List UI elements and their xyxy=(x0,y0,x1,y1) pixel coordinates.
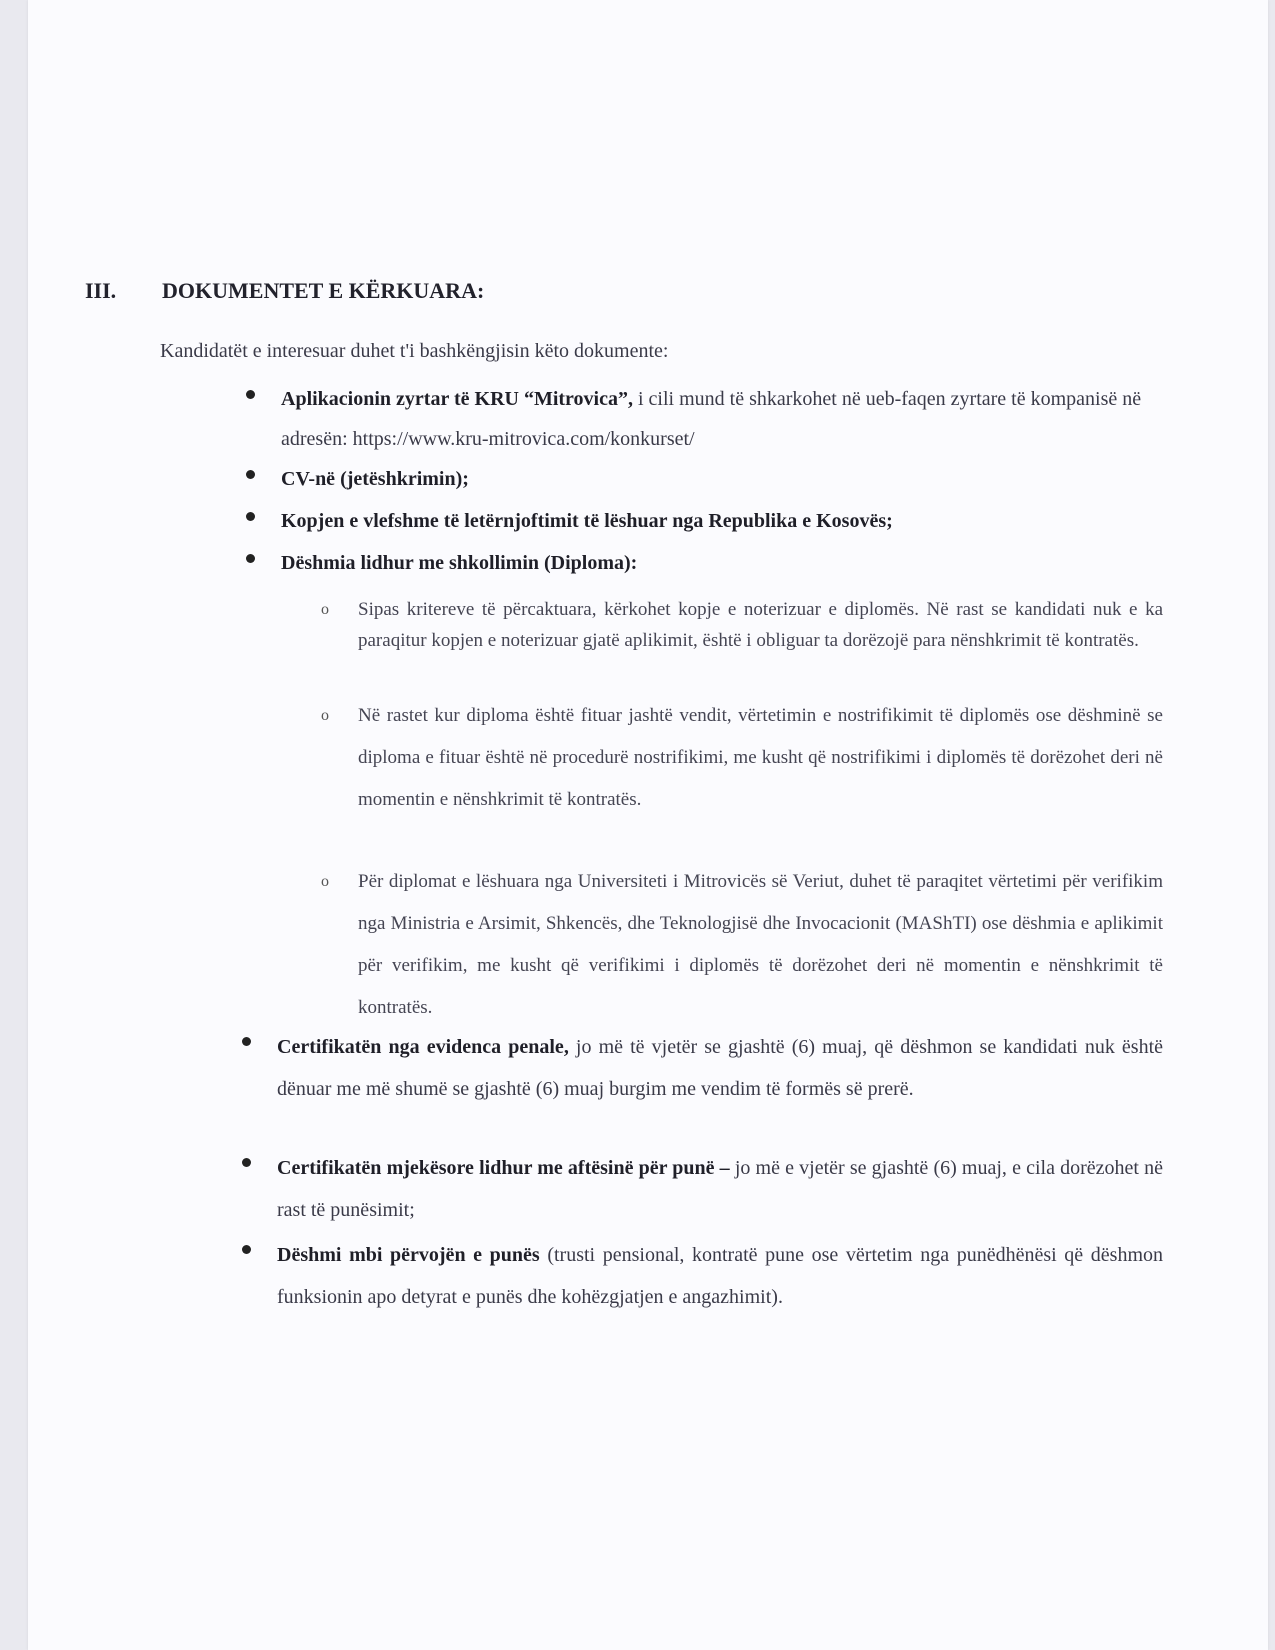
section-title: DOKUMENTET E KËRKUARA: xyxy=(162,278,485,303)
section-heading xyxy=(85,278,484,304)
bullet-icon xyxy=(246,512,255,521)
item-bold: Certifikatën nga evidenca penale, xyxy=(277,1036,569,1058)
bullet-icon xyxy=(246,554,255,563)
item-bold: Kopjen e vlefshme të letërnjoftimit të lëshuar nga Republika e Kosovës; xyxy=(281,510,893,532)
bullet-icon xyxy=(246,390,255,399)
circle-bullet-icon: o xyxy=(321,601,329,618)
list-item xyxy=(208,459,1163,501)
item-bold: Certifikatën mjekësore lidhur me aftësinë për punë – xyxy=(277,1157,730,1179)
bullet-icon xyxy=(242,1245,251,1254)
item-text: jo më të vjetër se gjashtë (6) muaj, që dëshmon se kandidati nuk është dënuar me më shumë se gjashtë (6) muaj burgim me vendim të formës së prerë. xyxy=(277,1036,1164,1100)
sublist-item xyxy=(298,695,1163,861)
subitem-text: Për diplomat e lëshuara nga Universiteti i Mitrovicës së Veriut, duhet të paraqitet vërtetimi për verifikim nga Ministria e Arsimit, Shkencës, dhe Teknologjisë dhe Invocacionit (MAShTI) ose dëshmia e aplikimit për verifikim, me kusht që verifikimi i diplomës të dorëzohet deri në momentin e nënshkrimit të kontratës. xyxy=(358,871,1163,1018)
circle-bullet-icon: o xyxy=(321,873,329,890)
item-text: (trusti pensional, kontratë pune ose vërtetim nga punëdhënësi që dëshmon funksionin apo detyrat e punës dhe kohëzgjatjen e angazhimit). xyxy=(277,1244,1163,1308)
subitem-text: Në rastet kur diploma është fituar jashtë vendit, vërtetimin e nostrifikimit të diplomës ose dëshminë se diploma e fituar është në procedurë nostrifikimi, me kusht që nostrifikimi i diplomës të dorëzohet deri në momentin e nënshkrimit të kontratës. xyxy=(358,705,1163,810)
item-bold: Dëshmi mbi përvojën e punës xyxy=(277,1244,540,1266)
intro-text: Kandidatët e interesuar duhet t'i bashkëngjisin këto dokumente: xyxy=(160,340,669,362)
item-text: jo më e vjetër se gjashtë (6) muaj, e cila dorëzohet në rast të punësimit; xyxy=(277,1157,1163,1221)
list-item xyxy=(208,543,1163,585)
subitem-text: Sipas kritereve të përcaktuara, kërkohet kopje e noterizuar e diplomës. Në rast se kandidati nuk e ka paraqitur kopjen e noterizuar gjatë aplikimit, është i obliguar ta dorëzojë para nënshkrimit të kontratës. xyxy=(358,599,1163,651)
sublist-item xyxy=(298,594,1163,687)
diploma-sublist xyxy=(298,594,1163,1031)
circle-bullet-icon: o xyxy=(321,707,329,724)
bullet-icon xyxy=(242,1158,251,1167)
sublist-item xyxy=(298,861,1163,1031)
document-page xyxy=(28,0,1268,1650)
bullet-icon xyxy=(246,470,255,479)
item-bold: CV-në (jetëshkrimin); xyxy=(281,468,469,490)
documents-list-bottom xyxy=(204,1026,1163,1318)
item-text: i cili mund të shkarkohet në ueb-faqen zyrtare të kompanisë në adresën: https://www.kru-mitrovica.com/konkurset/ xyxy=(281,388,1142,450)
section-number: III. xyxy=(85,278,117,303)
bullet-icon xyxy=(242,1037,251,1046)
list-item xyxy=(208,379,1163,459)
list-item xyxy=(204,1026,1163,1147)
item-bold: Aplikacionin zyrtar të KRU “Mitrovica”, xyxy=(281,388,633,410)
list-item xyxy=(208,501,1163,543)
item-bold: Dëshmia lidhur me shkollimin (Diploma): xyxy=(281,552,638,574)
documents-list-top xyxy=(208,379,1163,585)
list-item xyxy=(204,1147,1163,1234)
list-item xyxy=(204,1234,1163,1318)
